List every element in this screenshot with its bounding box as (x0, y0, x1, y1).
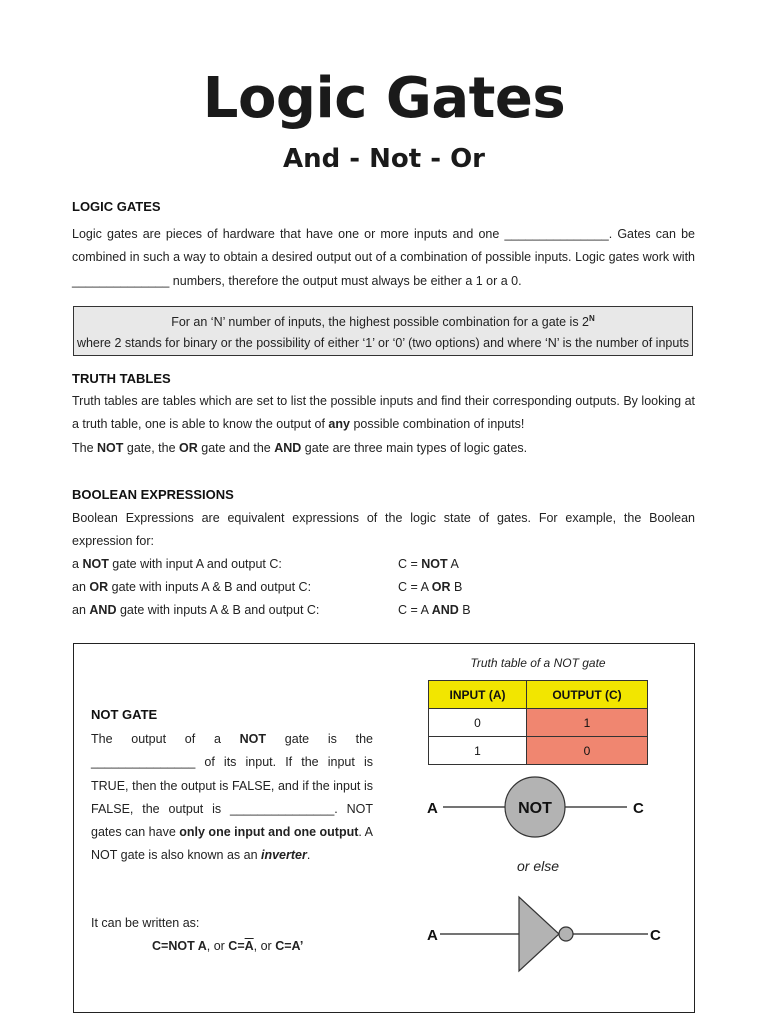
page-subtitle: And - Not - Or (282, 144, 485, 174)
not-gate-bubble (559, 927, 573, 941)
formula-line-1 (74, 314, 692, 329)
not-gate-heading: NOT GATE (91, 707, 158, 722)
boolean-row-or (72, 580, 311, 594)
boolean-intro: Boolean Expressions are equivalent expressions of the logic state of gates. For example, the Boolean expression for: (72, 511, 695, 549)
not-formulas (152, 939, 303, 953)
diagram-input-label: A (427, 800, 438, 817)
tt-text-end: possible combination of inputs! (349, 417, 525, 432)
boolean-row-and (72, 603, 319, 617)
truth-tables-heading: TRUTH TABLES (72, 371, 171, 386)
eq-bold: NOT (421, 557, 448, 571)
boolean-row-not (72, 557, 282, 571)
expr-post: gate with input A and output C: (108, 557, 282, 571)
or-else-label: or else (516, 858, 560, 874)
page-title: Logic Gates (202, 66, 566, 131)
formula-not-a: C=NOT A (152, 939, 207, 953)
desc-text: gate is the _______________ of its input. If the input is TRUE, then the output is FALSE, and if the input is FALSE, the output is _______________. NOT gates can have (91, 732, 374, 840)
eq-pre: C = A (398, 580, 432, 594)
table-cell-output: 0 (527, 737, 648, 765)
eq-pre: C = (398, 557, 422, 571)
logic-gates-paragraph: Logic gates are pieces of hardware that have one or more inputs and one _______________. Gates can be combined in such a way to obtain a desired output out of a combination of possible inputs. Logic gates work with ______________ numbers, therefore the output must always be either a 1 or a 0. (72, 227, 695, 288)
formula-box (73, 306, 693, 356)
formula-a-bar (228, 939, 253, 953)
not-gate-description (91, 728, 373, 868)
formula-line-2: where 2 stands for binary or the possibility of either ‘1’ or ‘0’ (two options) and where ‘N’ is the number of inputs (76, 336, 690, 350)
boolean-eq-or (398, 580, 462, 594)
tt-p2-and: AND (274, 441, 302, 455)
not-gate-triangle (519, 897, 559, 971)
truth-table-caption: Truth table of a NOT gate (470, 656, 606, 670)
desc-text: . A NOT gate is also known as an (91, 825, 373, 863)
expr-gate: AND (89, 603, 117, 617)
tt-p2-or: OR (179, 441, 198, 455)
boolean-eq-and (398, 603, 471, 617)
eq-bold: OR (431, 580, 451, 594)
logic-gates-heading: LOGIC GATES (72, 199, 161, 214)
eq-post: B (458, 603, 471, 617)
expr-pre: an (72, 580, 90, 594)
desc-text: The output of a (91, 732, 240, 746)
expr-pre: a (72, 557, 83, 571)
table-row (429, 709, 648, 737)
tt-text: Truth tables are tables which are set to list the possible inputs and find their corresponding outputs. By looking at a truth table, one is able to know the output of (72, 394, 695, 432)
table-cell-input: 0 (429, 709, 527, 737)
symbol-output-label: C (650, 927, 661, 944)
table-cell-output: 1 (527, 709, 648, 737)
written-as-label: It can be written as: (91, 916, 200, 930)
formula-a-bar-letter: $\overline{A}$ (244, 939, 254, 953)
table-header-row (429, 681, 648, 709)
desc-bold-only: only one input and one output (179, 825, 359, 840)
column-header-input: INPUT (A) (429, 681, 527, 709)
not-gate-circle-label: NOT (518, 800, 552, 817)
truth-tables-paragraph-2 (72, 437, 695, 460)
eq-pre: C = A (398, 603, 432, 617)
formula-a-prime: C=A’ (275, 939, 304, 953)
table-cell-input: 1 (429, 737, 527, 765)
formula-sep: , or (253, 939, 276, 953)
diagram-output-label: C (633, 800, 644, 817)
tt-p2-t2: gate, the (123, 441, 180, 455)
desc-period: . (306, 848, 311, 863)
column-header-output: OUTPUT (C) (527, 681, 648, 709)
tt-bold-any: any (328, 417, 350, 432)
eq-post: A (447, 557, 459, 571)
tt-p2-t3: gate and the (197, 441, 275, 455)
eq-post: B (450, 580, 463, 594)
desc-bold-not: NOT (239, 732, 267, 746)
expr-gate: NOT (82, 557, 109, 571)
formula-sep: , or (206, 939, 229, 953)
table-row (429, 737, 648, 765)
expr-pre: an (72, 603, 90, 617)
not-truth-table (428, 680, 648, 765)
formula-a-bar-pre: C= (228, 939, 245, 953)
formula-text: For an ‘N’ number of inputs, the highest possible combination for a gate is 2 (171, 315, 590, 330)
formula-superscript: N (589, 314, 595, 323)
symbol-input-label: A (427, 927, 438, 944)
tt-p2-t4: gate are three main types of logic gates. (301, 441, 528, 455)
tt-p2-not: NOT (97, 441, 124, 455)
desc-inverter: inverter (261, 848, 307, 863)
boolean-heading: BOOLEAN EXPRESSIONS (72, 487, 234, 502)
boolean-eq-not (398, 557, 459, 571)
eq-bold: AND (431, 603, 459, 617)
expr-post: gate with inputs A & B and output C: (108, 580, 312, 594)
expr-gate: OR (89, 580, 109, 594)
tt-p2-t1: The (72, 441, 98, 455)
truth-tables-paragraph-1 (72, 390, 695, 437)
expr-post: gate with inputs A & B and output C: (116, 603, 320, 617)
